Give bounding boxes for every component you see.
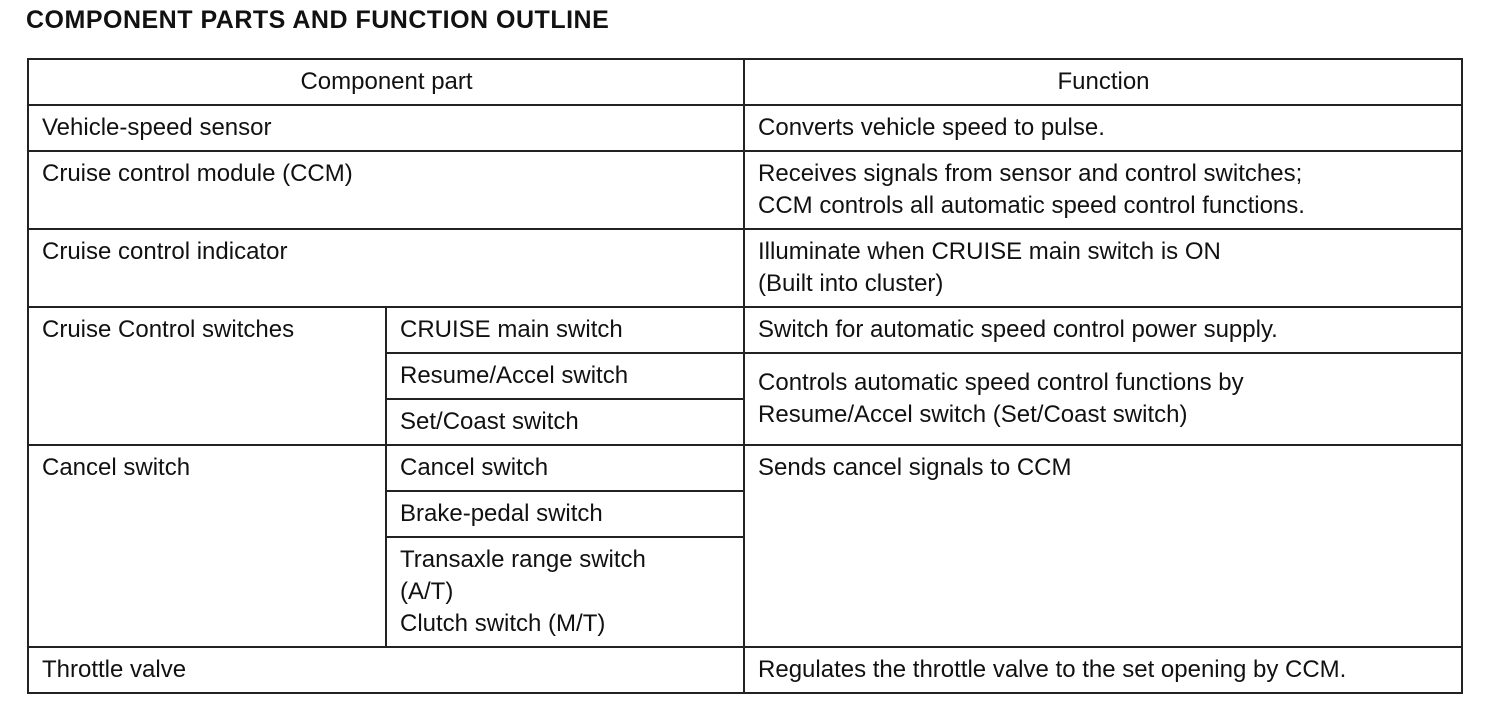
table-row <box>28 151 1462 229</box>
subpart-cell: CRUISE main switch <box>386 307 744 353</box>
part-cell: Vehicle-speed sensor <box>28 105 744 151</box>
function-line: Resume/Accel switch (Set/Coast switch) <box>758 401 1188 428</box>
subpart-cell: Cancel switch <box>386 445 744 491</box>
subpart-line: Clutch switch (M/T) <box>400 610 606 637</box>
subpart-line: Transaxle range switch <box>400 546 646 573</box>
subpart-line: (A/T) <box>400 578 454 605</box>
subpart-cell: Set/Coast switch <box>386 399 744 445</box>
part-cell: Throttle valve <box>28 647 744 693</box>
function-line: Illuminate when CRUISE main switch is ON <box>758 238 1221 265</box>
group-cell: Cancel switch <box>28 445 386 647</box>
function-line: Controls automatic speed control functions by <box>758 369 1244 396</box>
function-cell: Switch for automatic speed control power supply. <box>744 307 1462 353</box>
header-function: Function <box>744 59 1462 105</box>
group-cell: Cruise Control switches <box>28 307 386 445</box>
function-cell: Regulates the throttle valve to the set opening by CCM. <box>744 647 1462 693</box>
page-title: COMPONENT PARTS AND FUNCTION OUTLINE <box>26 6 610 34</box>
table-row <box>28 307 1462 353</box>
subpart-cell: Brake-pedal switch <box>386 491 744 537</box>
subpart-cell: Resume/Accel switch <box>386 353 744 399</box>
table-row <box>28 647 1462 693</box>
table-row <box>28 229 1462 307</box>
function-line: CCM controls all automatic speed control functions. <box>758 192 1305 219</box>
header-component: Component part <box>28 59 744 105</box>
function-line: (Built into cluster) <box>758 270 944 297</box>
table-header-row <box>28 59 1462 105</box>
function-cell <box>744 229 1462 307</box>
function-cell: Sends cancel signals to CCM <box>744 445 1462 647</box>
function-cell <box>744 353 1462 445</box>
component-table <box>27 58 1463 694</box>
function-line: Receives signals from sensor and control switches; <box>758 160 1303 187</box>
table-row <box>28 445 1462 491</box>
function-cell <box>744 151 1462 229</box>
subpart-cell <box>386 537 744 647</box>
function-cell: Converts vehicle speed to pulse. <box>744 105 1462 151</box>
table-row <box>28 105 1462 151</box>
part-cell: Cruise control indicator <box>28 229 744 307</box>
part-cell: Cruise control module (CCM) <box>28 151 744 229</box>
